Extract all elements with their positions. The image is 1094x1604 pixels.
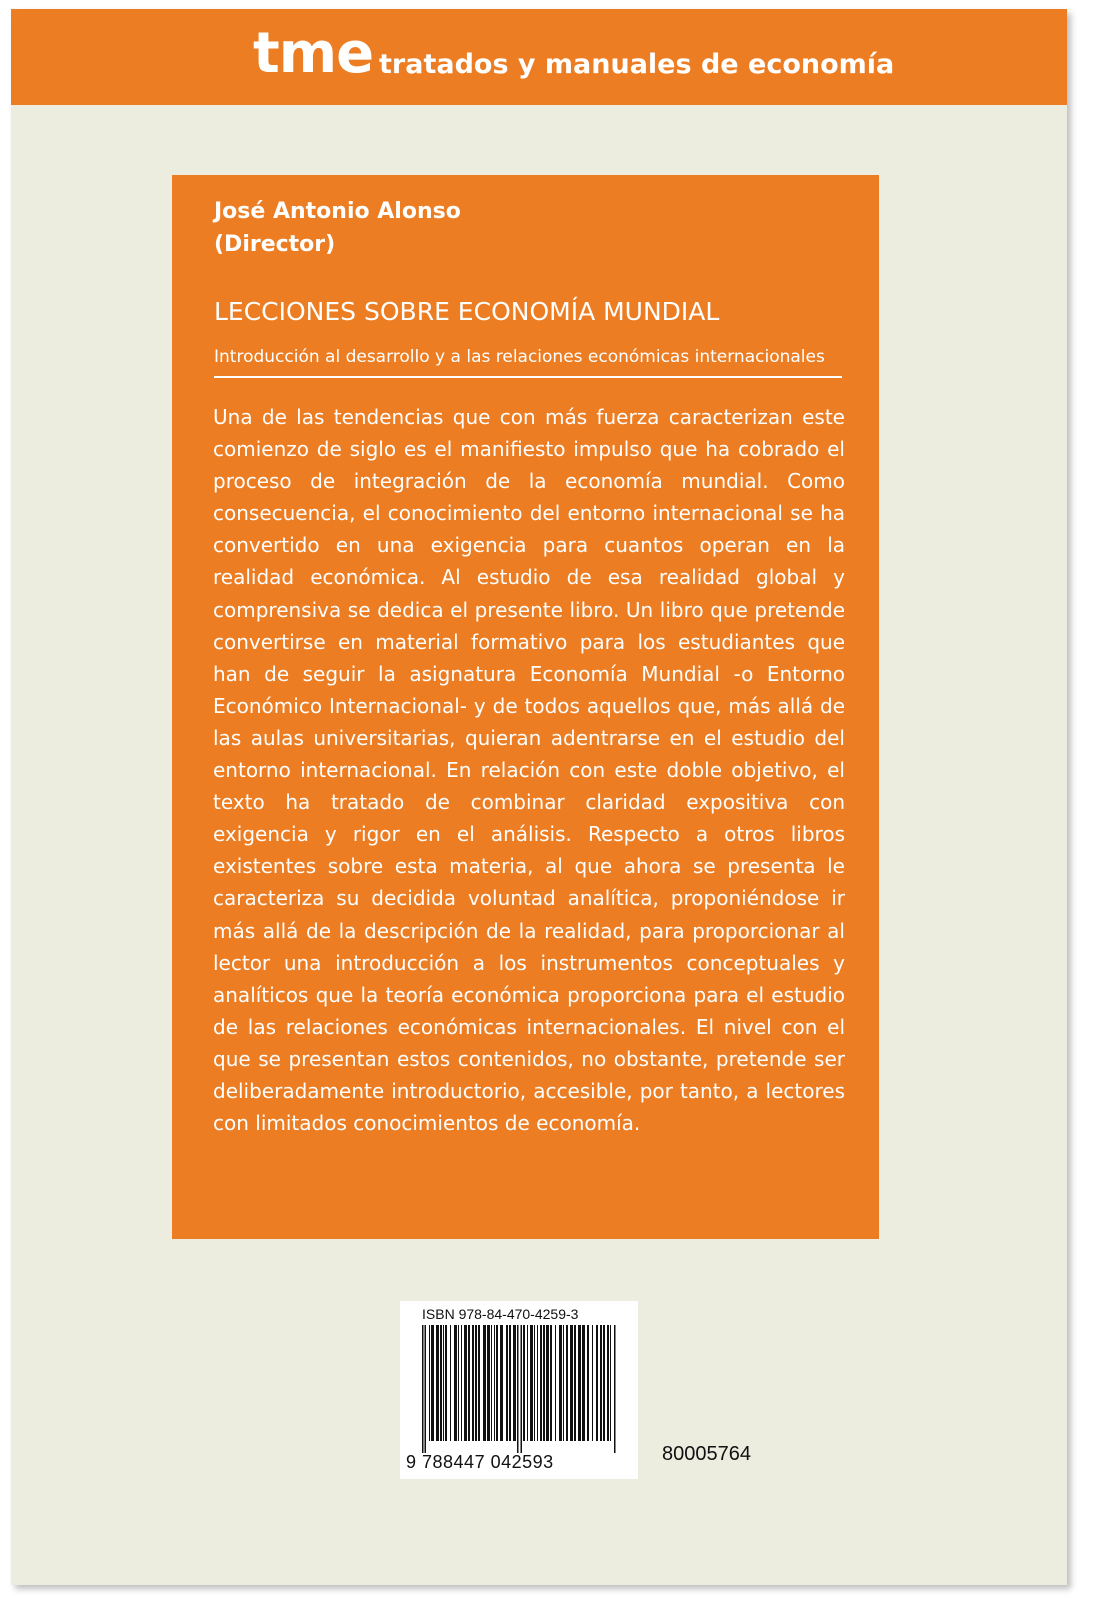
barcode-bar xyxy=(578,1325,581,1441)
barcode-bar xyxy=(607,1325,609,1441)
barcode-bar xyxy=(566,1325,568,1441)
barcode-bar xyxy=(475,1325,477,1441)
barcode-bar xyxy=(582,1325,585,1441)
barcode-label xyxy=(400,1301,638,1479)
series-logo: tme xyxy=(253,21,374,86)
barcode-bar xyxy=(422,1325,424,1453)
barcode-bar xyxy=(509,1325,511,1441)
barcode-bar xyxy=(546,1325,549,1441)
barcode-bar xyxy=(603,1325,605,1441)
barcode-bar xyxy=(458,1325,459,1441)
barcode-bar xyxy=(487,1325,490,1441)
barcode-bar xyxy=(443,1325,444,1441)
book-back-cover xyxy=(11,9,1067,1585)
internal-code: 80005764 xyxy=(662,1443,751,1465)
barcode-bars xyxy=(420,1325,620,1453)
isbn-text: ISBN 978-84-470-4259-3 xyxy=(422,1306,579,1322)
barcode-bar xyxy=(483,1325,486,1441)
barcode-bar xyxy=(478,1325,480,1441)
title-divider xyxy=(214,376,842,378)
barcode-bar xyxy=(450,1325,451,1441)
barcode-bar xyxy=(540,1325,542,1441)
barcode-bar xyxy=(431,1325,434,1441)
barcode-bar xyxy=(513,1325,516,1441)
barcode-bar xyxy=(472,1325,474,1441)
author-name: José Antonio Alonso xyxy=(214,199,461,224)
barcode-bar xyxy=(506,1325,508,1441)
barcode-bar xyxy=(614,1325,616,1453)
barcode-bar xyxy=(429,1325,430,1441)
barcode-bar xyxy=(543,1325,545,1441)
barcode-bar xyxy=(610,1325,611,1441)
barcode-bar xyxy=(527,1325,528,1441)
book-subtitle: Introducción al desarrollo y a las relaciones económicas internacionales xyxy=(214,347,825,367)
barcode-bar xyxy=(496,1325,498,1441)
barcode-bar xyxy=(550,1325,552,1441)
barcode-bar xyxy=(445,1325,447,1441)
barcode-bar xyxy=(440,1325,442,1441)
barcode-bar xyxy=(500,1325,503,1441)
barcode-bar xyxy=(600,1325,602,1441)
barcode-bar xyxy=(436,1325,439,1441)
barcode-bar xyxy=(592,1325,593,1441)
barcode-bar xyxy=(574,1325,576,1441)
ean-digits: 9 788447 042593 xyxy=(406,1452,554,1472)
barcode-bar xyxy=(534,1325,535,1441)
barcode-bar xyxy=(461,1325,462,1441)
barcode-bar xyxy=(537,1325,538,1441)
barcode-bar xyxy=(555,1325,556,1441)
barcode-bar xyxy=(570,1325,573,1441)
description-panel xyxy=(172,175,879,1239)
barcode-bar xyxy=(587,1325,589,1441)
barcode-bar xyxy=(596,1325,598,1441)
barcode-bar xyxy=(491,1325,492,1441)
author-block xyxy=(214,195,461,261)
barcode-bar xyxy=(464,1325,467,1441)
barcode-bar xyxy=(523,1325,525,1441)
barcode-bar xyxy=(559,1325,562,1441)
barcode-bar xyxy=(530,1325,533,1441)
barcode-bar xyxy=(517,1325,519,1453)
barcode-bar xyxy=(563,1325,564,1441)
author-role: (Director) xyxy=(214,232,336,257)
barcode-bar xyxy=(494,1325,495,1441)
barcode-bar xyxy=(468,1325,470,1441)
series-header-band xyxy=(11,9,1067,105)
barcode-bar xyxy=(521,1325,523,1453)
book-title: LECCIONES SOBRE ECONOMÍA MUNDIAL xyxy=(214,297,720,326)
barcode-bar xyxy=(425,1325,427,1453)
series-name: tratados y manuales de economía xyxy=(379,49,895,80)
book-blurb: Una de las tendencias que con más fuerza caracterizan este comienzo de siglo es el manifiesto impulso que ha cobrado el proceso de integración de la economía mundial. Como consecuencia, el conocimiento del entorno internacional se ha convertido en una exigencia para cuantos operan en la realidad económica. Al estudio de esa realidad global y comprensiva se dedica el presente libro. Un libro que pretende convertirse en material formativo para los estudiantes que han de seguir la asignatura Economía Mundial -o Entorno Económico Internacional- y de todos aquellos que, más allá de las aulas universitarias, quieran adentrarse en el estudio del entorno internacional. En relación con este doble objetivo, el texto ha tratado de combinar claridad expositiva con exigencia y rigor en el análisis. Respecto a otros libros existentes sobre esta materia, al que ahora se presenta le caracteriza su decidida voluntad analítica, proponiéndose ir más allá de la descripción de la realidad, para proporcionar al lector una introducción a los instrumentos conceptuales y analíticos que la teoría económica proporciona para el estudio de las relaciones económicas internacionales. El nivel con el que se presentan estos contenidos, no obstante, pretende ser deliberadamente introductorio, accesible, por tanto, a lectores con limitados conocimientos de economía. xyxy=(213,405,845,1136)
barcode-bar xyxy=(454,1325,457,1441)
